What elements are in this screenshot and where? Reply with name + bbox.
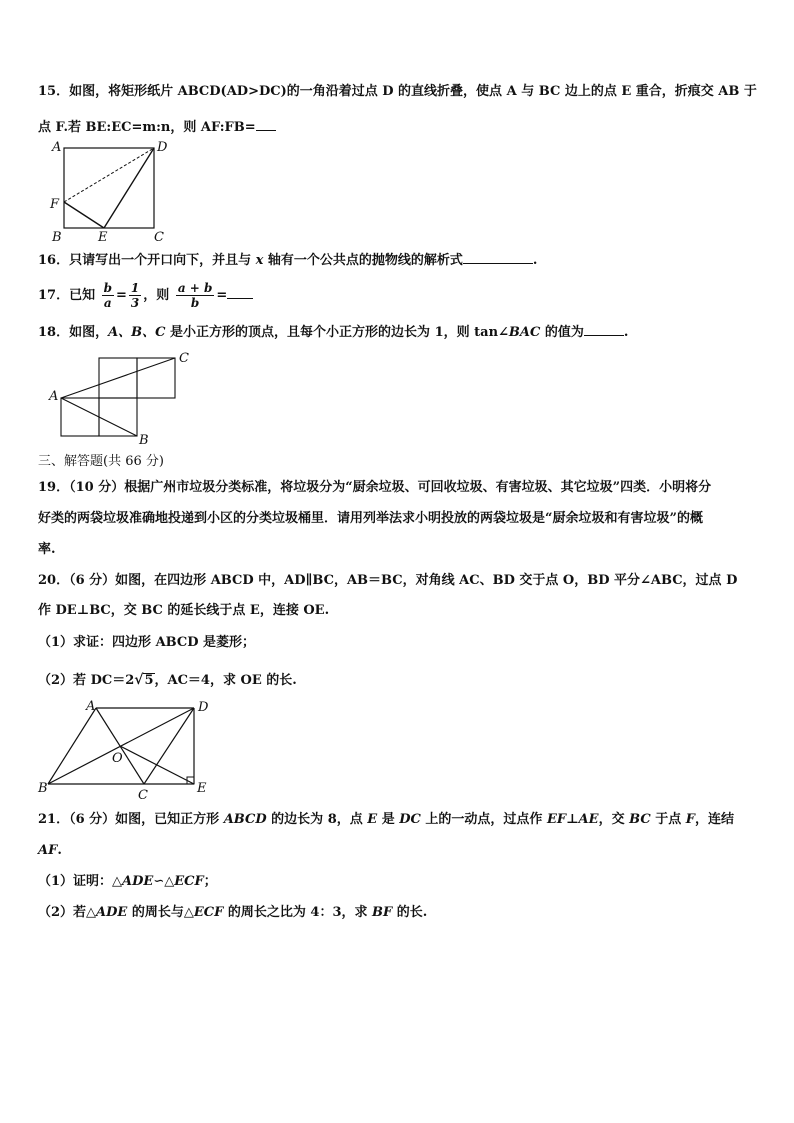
q20-part2: （2）若 DC＝2√5，AC＝4，求 OE 的长. [38, 672, 297, 688]
q18-text2: 是小正方形的顶点，且每个小正方形的边长为 1，则 tan∠ [165, 325, 509, 340]
grid-square-bottom-right [99, 398, 137, 436]
q21-var: ABCD [223, 812, 267, 827]
q21-text: 的周长之比为 4：3，求 [223, 905, 373, 920]
q21-var: ADE [96, 905, 128, 920]
q21-text: 于点 [650, 812, 686, 827]
q21-var: AF [38, 843, 58, 858]
answer-blank [256, 117, 276, 131]
q21-var: ECF [174, 874, 204, 889]
label-c: C [154, 230, 164, 245]
q20-part1: （1）求证：四边形 ABCD 是菱形； [38, 635, 256, 650]
q21-var: EF⊥AE [546, 812, 599, 827]
q21-text: 21．（6 分）如图，已知正方形 [38, 812, 224, 827]
q18-end: . [623, 325, 629, 340]
segment-ac [61, 358, 175, 398]
fraction-denominator: a [103, 296, 112, 310]
section-heading: 三、解答题(共 66 分) [38, 454, 164, 469]
label-a: A [49, 389, 59, 404]
q21-text: 的周长与△ [127, 905, 194, 920]
q17-fraction-one-third [129, 281, 141, 310]
q18-points: A、B、C [108, 325, 166, 340]
answer-blank [463, 250, 533, 264]
q21-text: ，交 [598, 812, 630, 827]
fraction-denominator: 3 [130, 296, 140, 310]
answer-blank [227, 285, 253, 299]
q21-text: ，连结 [694, 812, 734, 827]
q19-line1: 19．（10 分）根据广州市垃圾分类标准，将垃圾分为“厨余垃圾、可回收垃圾、有害垃圾、其它垃圾”四类．小明将分 [38, 480, 712, 495]
equals-sign: = [116, 288, 127, 303]
fold-line-ed [104, 148, 154, 228]
dashed-line-fd [64, 148, 154, 202]
fraction-denominator: b [190, 296, 200, 310]
label-c: C [138, 788, 148, 803]
q18-angle: BAC [508, 325, 541, 340]
equals-sign: = [216, 288, 228, 303]
q16-var: x [255, 253, 264, 268]
q20-part2-text-b: ，AC＝4，求 OE 的长. [154, 673, 297, 688]
q21-text: 的长. [392, 905, 428, 920]
q21-text: 上的一动点，过点作 [420, 812, 547, 827]
q21-text: （1）证明：△ [38, 874, 123, 889]
label-e: E [98, 230, 108, 245]
grid-square-bottom-left [61, 398, 99, 436]
q17-mid: ，则 [143, 288, 170, 303]
q18-text1: 18．如图， [38, 325, 109, 340]
q21-var: ADE [122, 874, 154, 889]
q17-prefix: 17．已知 [38, 288, 96, 303]
q21-var: E [367, 812, 378, 827]
q21-part1 [38, 872, 217, 892]
q21-var: BC [629, 812, 651, 827]
fraction-numerator: a + b [177, 281, 213, 295]
q18-figure [46, 350, 196, 448]
segment-dc [144, 708, 194, 784]
q21-text: ∽△ [153, 874, 175, 889]
label-e: E [197, 781, 207, 796]
grid-square-top-right [137, 358, 175, 398]
fraction-numerator: b [103, 281, 113, 295]
q17-fraction-a-plus-b-over-b [176, 281, 215, 310]
label-c: C [179, 351, 189, 366]
label-b: B [139, 433, 149, 448]
q19-line2: 好类的两袋垃圾准确地投递到小区的分类垃圾桶里．请用列举法求小明投放的两袋垃圾是“厨余垃圾和有害垃圾”的概 [38, 511, 703, 526]
q21-text: （2）若△ [38, 905, 97, 920]
label-d: D [198, 700, 209, 715]
q16-line [38, 250, 537, 271]
q18-text3: 的值为 [540, 325, 584, 340]
q20-line1: 20．（6 分）如图，在四边形 ABCD 中，AD∥BC，AB＝BC，对角线 AC、BD 交于点 O，BD 平分∠ABC，过点 D [38, 573, 738, 588]
q17-fraction-b-over-a [102, 281, 114, 310]
q21-var: F [685, 812, 695, 827]
fold-line-fe [64, 202, 104, 228]
label-o: O [112, 751, 123, 766]
rectangle-abcd [64, 148, 154, 228]
q21-text: . [57, 843, 62, 858]
q21-text: 是 [377, 812, 400, 827]
q21-text: 的边长为 8，点 [266, 812, 368, 827]
label-a: A [52, 140, 62, 155]
label-d: D [157, 140, 168, 155]
q20-part2-text-a: （2）若 DC＝2 [38, 673, 135, 688]
fraction-numerator: 1 [130, 281, 140, 295]
answer-blank [584, 322, 624, 336]
q21-line2 [38, 841, 62, 861]
q21-var: BF [372, 905, 393, 920]
q20-figure [36, 696, 216, 804]
label-a: A [86, 699, 96, 714]
q21-var: DC [399, 812, 421, 827]
q21-text: ； [203, 874, 217, 889]
q16-text1: 16．只请写出一个开口向下，并且与 [38, 253, 256, 268]
segment-oe [120, 746, 194, 784]
q16-end: . [532, 253, 538, 268]
q15-line1: 15．如图，将矩形纸片 ABCD(AD>DC)的一角沿着过点 D 的直线折叠，使点 A 与 BC 边上的点 E 重合，折痕交 AB 于 [38, 84, 757, 99]
q17-line [38, 280, 253, 312]
q16-text2: 轴有一个公共点的抛物线的解析式 [263, 253, 463, 268]
q15-figure [44, 140, 174, 245]
label-b: B [38, 781, 48, 796]
q19-line3: 率. [38, 542, 56, 557]
q15-text: 点 F.若 BE:EC=m:n，则 AF:FB= [38, 120, 256, 135]
q18-line [38, 322, 628, 343]
q21-part2 [38, 903, 427, 923]
q21-line1 [38, 810, 734, 830]
label-b: B [52, 230, 62, 245]
label-f: F [50, 197, 60, 212]
q15-line2 [38, 117, 276, 138]
q20-line2: 作 DE⊥BC，交 BC 的延长线于点 E，连接 OE. [38, 603, 330, 618]
q21-var: ECF [193, 905, 224, 920]
sqrt-radicand: 5 [144, 673, 154, 688]
segment-ab [48, 708, 96, 784]
